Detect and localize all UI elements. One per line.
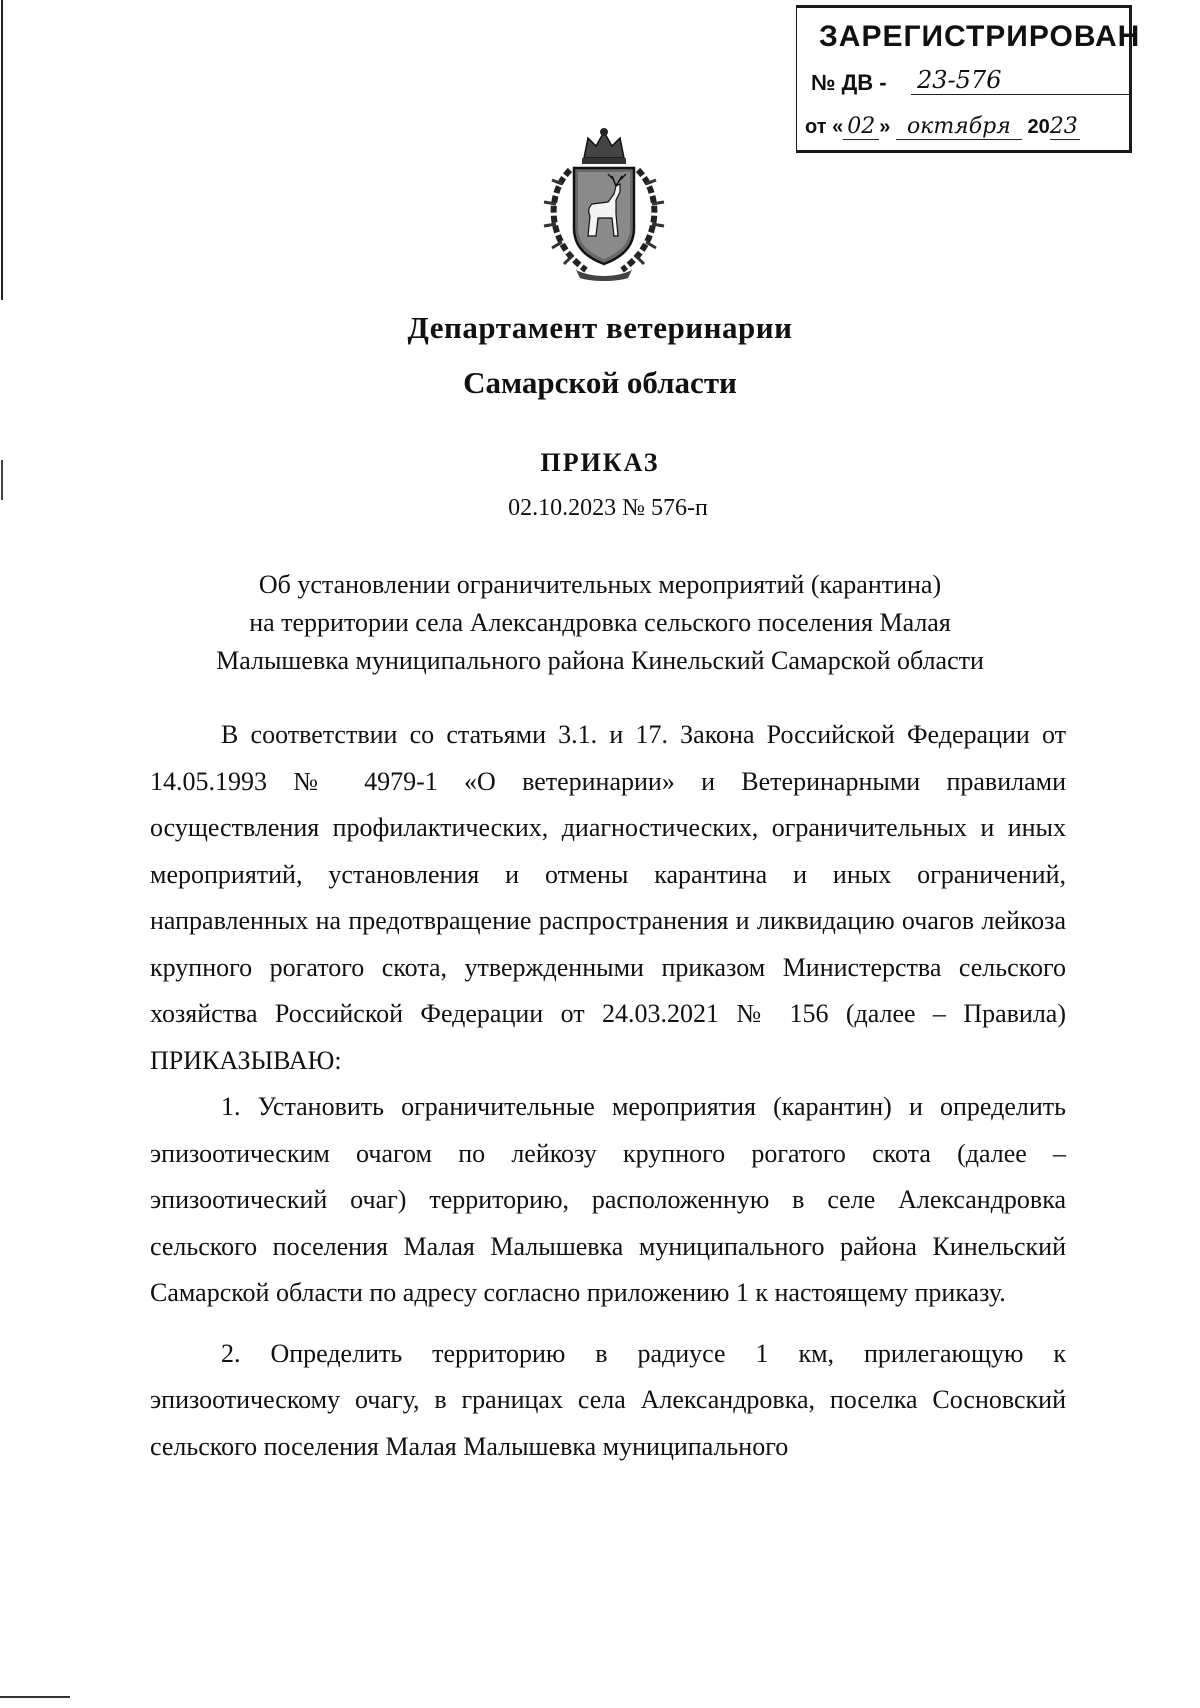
- body-paragraph-2: 1. Установить ограничительные мероприятия (карантин) и определить эпизоотическим очагом по лейкозу крупного рогатого скота (далее – эпизоотический очаг) территорию, расположенную в селе Александровка сельского поселения Малая Малышевка муниципального района Кинельский Самарской области по адресу согласно приложению 1 к настоящему приказу.: [150, 1092, 1066, 1307]
- body-paragraph-3: 2. Определить территорию в радиусе 1 км, прилегающую к эпизоотическому очагу, в границах села Александровка, поселка Сосновский сельского поселения Малая Малышевка муниципального: [150, 1338, 1066, 1461]
- subject-line2: на территории села Александровка сельского поселения Малая: [249, 608, 951, 637]
- stamp-date-quote: »: [879, 116, 891, 138]
- document-subject: [150, 566, 1050, 680]
- registration-stamp: [796, 5, 1141, 153]
- stamp-number-value: 23-576: [911, 66, 1129, 95]
- document-body: [150, 712, 1066, 1470]
- department-name-line2: Самарской области: [463, 365, 737, 400]
- stamp-date-month: октября: [896, 114, 1022, 140]
- subject-line3: Малышевка муниципального района Кинельский Самарской области: [216, 646, 984, 675]
- scan-edge-left: [1, 0, 3, 300]
- samara-coat-of-arms-icon: [536, 124, 672, 284]
- stamp-date: [805, 114, 1080, 140]
- document-number: 02.10.2023 № 576-п: [508, 495, 708, 521]
- document-type: ПРИКАЗ: [540, 448, 660, 477]
- body-paragraph-1: В соответствии со статьями 3.1. и 17. Закона Российской Федерации от 14.05.1993 № 4979-1 «О ветеринарии» и Ветеринарными правилами осуществления профилактических, диагностических, ограничительных и иных мероприятий, установления и отмены карантина и иных ограничений, направленных на предотвращение распространения и ликвидацию очагов лейкоза крупного рогатого скота, утвержденными приказом Министерства сельского хозяйства Российской Федерации от 24.03.2021 № 156 (далее – Правила) ПРИКАЗЫВАЮ:: [150, 720, 1066, 1075]
- stamp-date-year-printed: 20: [1027, 116, 1050, 138]
- stamp-title: ЗАРЕГИСТРИРОВАН: [819, 20, 1141, 53]
- stamp-number-label: № ДВ -: [811, 70, 887, 95]
- scan-edge-bottom: [0, 1696, 70, 1698]
- stamp-date-prefix: от «: [805, 116, 844, 138]
- subject-line1: Об установлении ограничительных мероприятий (карантина): [258, 570, 942, 599]
- department-name-line1: Департамент ветеринарии: [407, 310, 793, 345]
- stamp-date-year-hand: 23: [1049, 114, 1078, 139]
- stamp-date-day: 02: [843, 114, 879, 140]
